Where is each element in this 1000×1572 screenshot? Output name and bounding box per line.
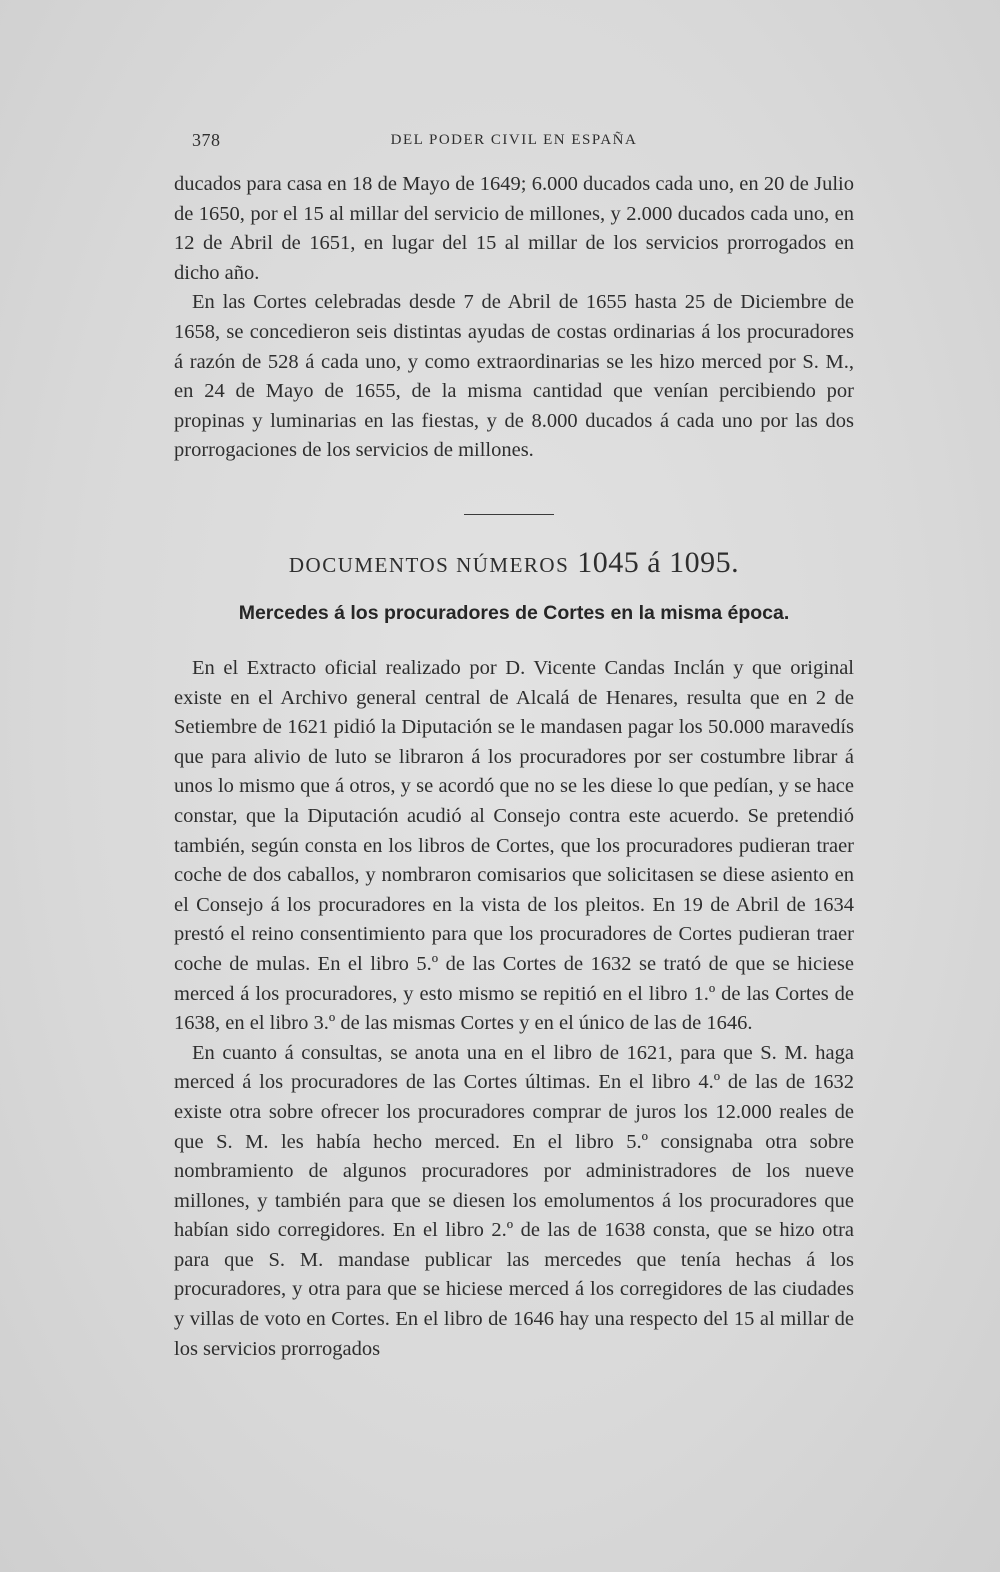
paragraph: En las Cortes celebradas desde 7 de Abril de 1655 hasta 25 de Diciembre de 1658, se concedieron seis distintas ayudas de costas ordinarias á los procuradores á razón de 528 á cada uno, y como extraordinarias se les hizo merced por S. M., en 24 de Mayo de 1655, de la misma cantidad que venían percibiendo por propinas y luminarias en las fiestas, y de 8.000 ducados á cada uno por las dos prorrogaciones de los servicios de millones. xyxy=(174,291,854,462)
running-title: DEL PODER CIVIL EN ESPAÑA xyxy=(390,132,638,148)
paragraph: En cuanto á consultas, se anota una en el libro de 1621, para que S. M. haga merced á los procuradores de las Cortes últimas. En el libro 4.º de las de 1632 existe otra sobre ofrecer los procuradores comprar de juros los 12.000 reales de que S. M. les había hecho merced. En el libro 5.º consignaba otra sobre nombramiento de algunos procuradores por administradores de los nueve millones, y también para que se diesen los emolumentos á los procuradores que habían sido corregidores. En el libro 2.º de las de 1638 consta, que se hizo otra para que S. M. mandase publicar las mercedes que tenía hechas á los procuradores, y otra para que se hiciese merced á los corregidores de las ciudades y villas de voto en Cortes. En el libro de 1646 hay una respecto del 15 al millar de los servicios prorrogados xyxy=(174,1041,854,1360)
paragraph: En el Extracto oficial realizado por D. Vicente Candas Inclán y que original existe en el Archivo general central de Alcalá de Henares, resulta que en 2 de Setiembre de 1621 pidió la Diputación se le mandasen pagar los 50.000 maravedís que para alivio de luto se libraron á los procuradores por ser costumbre librar á unos lo mismo que á otros, y se acordó que no se les diese lo que pedían, y se hace constar, que la Diputación acudió al Consejo contra este acuerdo. Se pretendió también, según consta en los libros de Cortes, que los procuradores pudieran traer coche de dos caballos, y nombraron comisarios que solicitasen se diese asiento en el Consejo á los procuradores en la vista de los pleitos. En 19 de Abril de 1634 prestó el reino consentimiento para que los procuradores de Cortes pudieran traer coche de mulas. En el libro 5.º de las Cortes de 1632 se trató de que se hiciese merced á los procuradores, y esto mismo se repitió en el libro 1.º de las Cortes de 1638, en el libro 3.º de las mismas Cortes y en el único de las de 1646. xyxy=(174,657,854,1035)
section-1-text xyxy=(174,170,854,466)
running-header xyxy=(174,130,854,154)
section-divider xyxy=(464,514,554,515)
documents-heading-range: 1045 á 1095. xyxy=(577,546,740,579)
section-subheading: Mercedes á los procuradores de Cortes en la misma época. xyxy=(238,602,790,624)
documents-heading-prefix: DOCUMENTOS NÚMEROS xyxy=(288,553,570,577)
documents-heading xyxy=(174,546,854,582)
section-2-text xyxy=(174,654,854,1364)
paragraph: ducados para casa en 18 de Mayo de 1649; 6.000 ducados cada uno, en 20 de Julio de 1650, por el 15 al millar del servicio de millones, y 2.000 ducados cada uno, en 12 de Abril de 1651, en lugar del 15 al millar de los servicios prorrogados en dicho año. xyxy=(174,173,854,284)
page-number: 378 xyxy=(192,130,221,150)
